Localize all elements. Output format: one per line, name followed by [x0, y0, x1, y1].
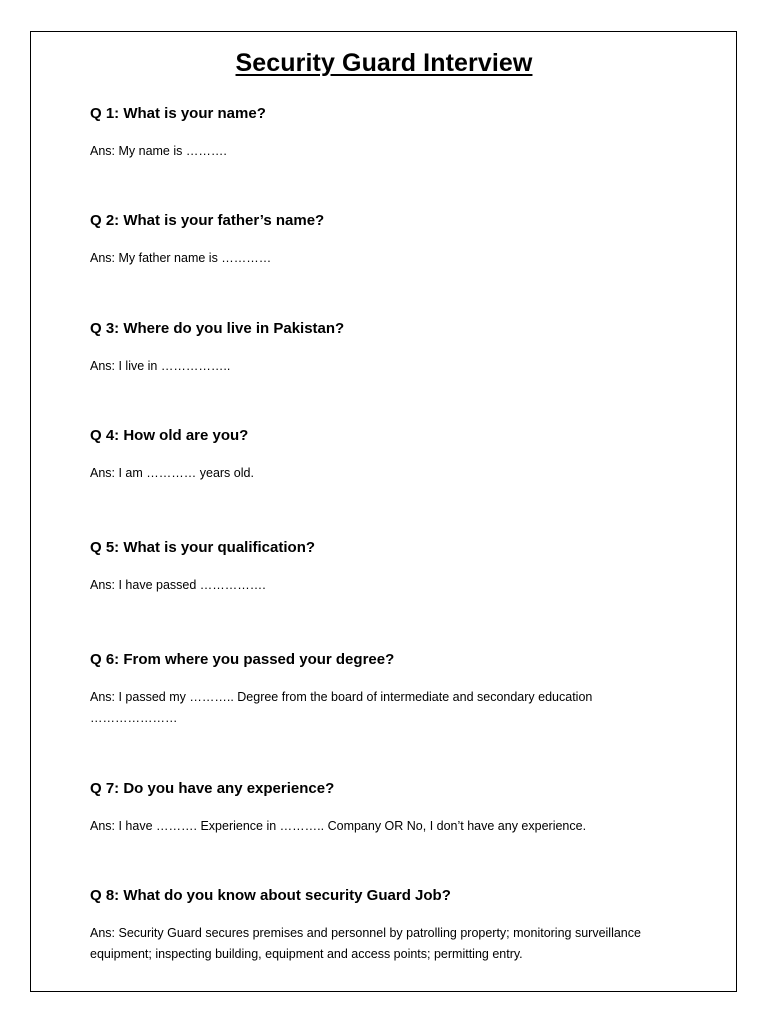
qa-item-3: [90, 319, 680, 377]
qa-item-6: [90, 650, 680, 729]
qa-item-2: [90, 211, 680, 269]
answer-6: Ans: I passed my ……….. Degree from the board of intermediate and secondary education …………………: [90, 690, 593, 725]
document-title: Security Guard Interview: [235, 49, 533, 77]
page-border: [30, 31, 737, 992]
question-6: Q 6: From where you passed your degree?: [90, 651, 395, 668]
qa-item-7: [90, 779, 680, 837]
question-2: Q 2: What is your father’s name?: [90, 212, 325, 229]
question-1: Q 1: What is your name?: [90, 105, 266, 122]
answer-5: Ans: I have passed …………….: [90, 578, 266, 592]
answer-3: Ans: I live in ……………..: [90, 359, 231, 373]
answer-8: Ans: Security Guard secures premises and personnel by patrolling property; monitoring surveillance equipment; inspecting building, equipment and access points; permitting entry.: [90, 926, 641, 961]
answer-7: Ans: I have ………. Experience in ……….. Company OR No, I don’t have any experience.: [90, 819, 587, 833]
question-8: Q 8: What do you know about security Guard Job?: [90, 887, 451, 904]
qa-item-4: [90, 426, 680, 484]
question-5: Q 5: What is your qualification?: [90, 539, 316, 556]
answer-1: Ans: My name is ……….: [90, 144, 227, 158]
answer-4: Ans: I am ………… years old.: [90, 466, 254, 480]
qa-item-8: [90, 886, 680, 965]
question-3: Q 3: Where do you live in Pakistan?: [90, 320, 345, 337]
question-4: Q 4: How old are you?: [90, 427, 249, 444]
qa-item-1: [90, 104, 680, 162]
qa-item-5: [90, 538, 680, 596]
answer-2: Ans: My father name is …………: [90, 251, 272, 265]
question-7: Q 7: Do you have any experience?: [90, 780, 335, 797]
